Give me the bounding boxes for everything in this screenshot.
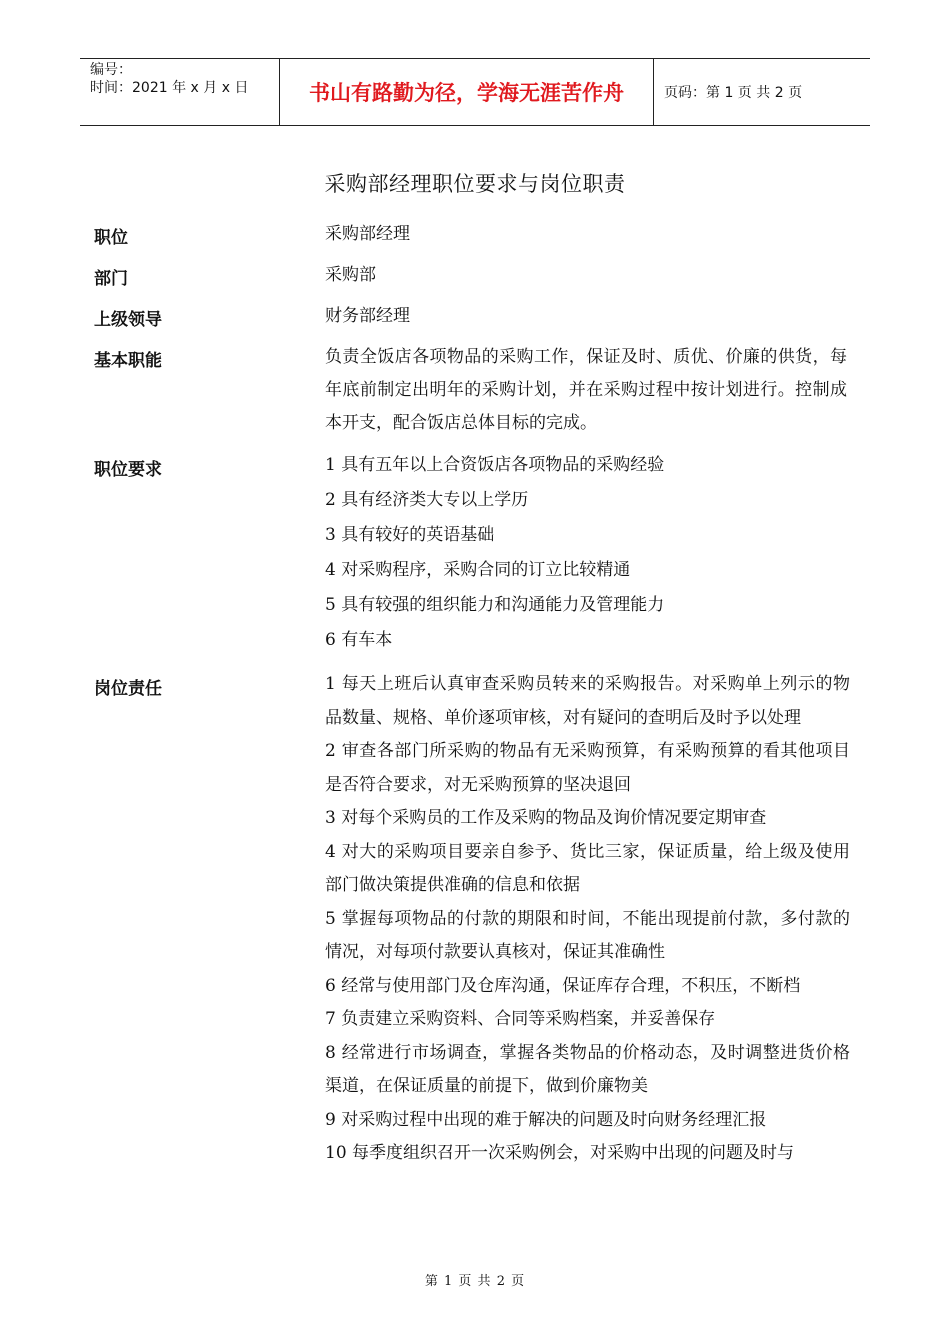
list-item: 2 具有经济类大专以上学历 <box>325 490 529 510</box>
header-meta <box>80 59 280 125</box>
list-item: 7 负责建立采购资料、合同等采购档案，并妥善保存 <box>325 1009 716 1029</box>
position-value: 采购部经理 <box>325 224 410 244</box>
list-item: 8 经常进行市场调查，掌握各类物品的价格动态，及时调整进货价格渠道，在保证质量的前提下，做到价廉物美 <box>325 1042 850 1096</box>
header-motto: 书山有路勤为径，学海无涯苦作舟 <box>280 59 654 125</box>
list-item: 10 每季度组织召开一次采购例会，对采购中出现的问题及时与 <box>325 1143 795 1163</box>
responsibilities-list <box>325 668 850 1171</box>
basic-duty-label: 基本职能 <box>94 351 162 371</box>
list-item: 3 对每个采购员的工作及采购的物品及询价情况要定期审查 <box>325 808 767 828</box>
basic-duty-value: 负责全饭店各项物品的采购工作，保证及时、质优、价廉的供货，每年底前制定出明年的采购计划，并在采购过程中按计划进行。控制成本开支，配合饭店总体目标的完成。 <box>325 347 847 433</box>
requirements-list <box>325 448 850 658</box>
list-item: 1 每天上班后认真审查采购员转来的采购报告。对采购单上列示的物品数量、规格、单价逐项审核，对有疑问的查明后及时予以处理 <box>325 674 850 728</box>
responsibilities-label: 岗位责任 <box>94 679 162 699</box>
list-item: 5 掌握每项物品的付款的期限和时间，不能出现提前付款，多付款的情况，对每项付款要认真核对，保证其准确性 <box>325 908 850 962</box>
requirements-label: 职位要求 <box>94 460 162 480</box>
document-time: 时间：2021 年 x 月 x 日 <box>90 80 249 96</box>
superior-label: 上级领导 <box>94 310 162 330</box>
position-label: 职位 <box>94 228 128 248</box>
list-item: 2 审查各部门所采购的物品有无采购预算，有采购预算的看其他项目是否符合要求，对无采购预算的坚决退回 <box>325 741 850 795</box>
header-page-number: 页码：第 1 页 共 2 页 <box>664 85 803 101</box>
document-number-label: 编号： <box>90 62 132 78</box>
page-header <box>80 58 870 126</box>
list-item: 6 有车本 <box>325 630 393 650</box>
list-item: 5 具有较强的组织能力和沟通能力及管理能力 <box>325 595 665 615</box>
department-label: 部门 <box>94 269 128 289</box>
list-item: 4 对采购程序，采购合同的订立比较精通 <box>325 560 631 580</box>
page-footer: 第 1 页 共 2 页 <box>424 1274 526 1289</box>
list-item: 9 对采购过程中出现的难于解决的问题及时向财务经理汇报 <box>325 1109 767 1130</box>
list-item: 3 具有较好的英语基础 <box>325 525 495 545</box>
list-item: 1 具有五年以上合资饭店各项物品的采购经验 <box>325 455 665 475</box>
superior-value: 财务部经理 <box>325 306 410 326</box>
list-item: 6 经常与使用部门及仓库沟通，保证库存合理，不积压，不断档 <box>325 975 801 996</box>
list-item: 4 对大的采购项目要亲自参予、货比三家，保证质量，给上级及使用部门做决策提供准确的信息和依据 <box>325 841 850 895</box>
document-title: 采购部经理职位要求与岗位职责 <box>324 172 626 196</box>
department-value: 采购部 <box>325 265 376 285</box>
